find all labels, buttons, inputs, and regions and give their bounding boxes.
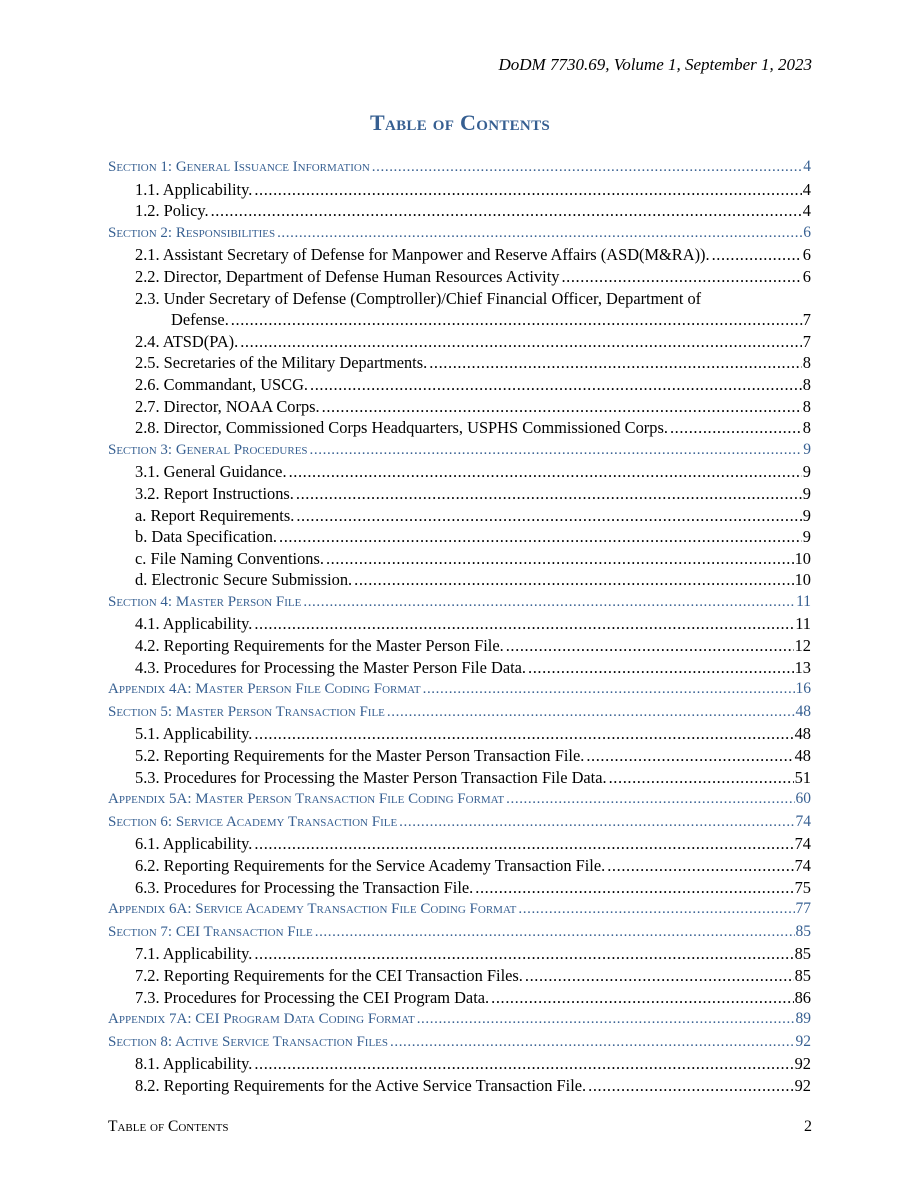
toc-section-3[interactable]: Section 3: General Procedures ..... 9 xyxy=(108,439,811,462)
toc-item-6-1[interactable]: 6.1. Applicability. ..... 74 xyxy=(108,833,811,855)
toc-item-8-1[interactable]: 8.1. Applicability. ..... 92 xyxy=(108,1053,811,1075)
toc-section-6[interactable]: Section 6: Service Academy Transaction File ..... 74 xyxy=(108,811,811,834)
toc-item-2-8[interactable]: 2.8. Director, Commissioned Corps Headquarters, USPHS Commissioned Corps. ..... 8 xyxy=(108,417,811,439)
toc-item-2-5[interactable]: 2.5. Secretaries of the Military Departments. ..... 8 xyxy=(108,352,811,374)
document-reference-header: DoDM 7730.69, Volume 1, September 1, 2023 xyxy=(498,55,812,74)
table-of-contents xyxy=(108,156,811,1097)
toc-item-3-d[interactable]: d. Electronic Secure Submission. ..... 10 xyxy=(108,569,811,591)
toc-item-3-a[interactable]: a. Report Requirements. ..... 9 xyxy=(108,505,811,527)
toc-item-2-1[interactable]: 2.1. Assistant Secretary of Defense for Manpower and Reserve Affairs (ASD(M&RA)). ..... 6 xyxy=(108,244,811,266)
toc-item-2-2[interactable]: 2.2. Director, Department of Defense Human Resources Activity ..... 6 xyxy=(108,266,811,288)
toc-appendix-4a[interactable]: Appendix 4A: Master Person File Coding Format ..... 16 xyxy=(108,678,811,701)
toc-item-4-1[interactable]: 4.1. Applicability. ..... 11 xyxy=(108,613,811,635)
toc-appendix-5a[interactable]: Appendix 5A: Master Person Transaction File Coding Format ..... 60 xyxy=(108,788,811,811)
toc-section-8[interactable]: Section 8: Active Service Transaction Files ..... 92 xyxy=(108,1031,811,1054)
toc-item-3-b[interactable]: b. Data Specification. ..... 9 xyxy=(108,526,811,548)
toc-item-3-2[interactable]: 3.2. Report Instructions. ..... 9 xyxy=(108,483,811,505)
toc-item-4-3[interactable]: 4.3. Procedures for Processing the Master Person File Data. ..... 13 xyxy=(108,657,811,679)
toc-item-3-c[interactable]: c. File Naming Conventions. ..... 10 xyxy=(108,548,811,570)
toc-section-7[interactable]: Section 7: CEI Transaction File ..... 85 xyxy=(108,921,811,944)
toc-item-3-1[interactable]: 3.1. General Guidance. ..... 9 xyxy=(108,461,811,483)
toc-item-6-3[interactable]: 6.3. Procedures for Processing the Transaction File. ..... 75 xyxy=(108,877,811,899)
toc-item-1-2[interactable]: 1.2. Policy. ..... 4 xyxy=(108,200,811,222)
toc-item-2-3[interactable]: 2.3. Under Secretary of Defense (Comptroller)/Chief Financial Officer, Department of Defense. ..... 7 xyxy=(108,288,811,331)
toc-item-5-3[interactable]: 5.3. Procedures for Processing the Master Person Transaction File Data. ..... 51 xyxy=(108,767,811,789)
toc-section-4[interactable]: Section 4: Master Person File ..... 11 xyxy=(108,591,811,614)
toc-appendix-7a[interactable]: Appendix 7A: CEI Program Data Coding Format ..... 89 xyxy=(108,1008,811,1031)
toc-item-5-1[interactable]: 5.1. Applicability. ..... 48 xyxy=(108,723,811,745)
toc-item-7-3[interactable]: 7.3. Procedures for Processing the CEI Program Data. ..... 86 xyxy=(108,987,811,1009)
toc-item-7-1[interactable]: 7.1. Applicability. ..... 85 xyxy=(108,943,811,965)
toc-item-8-2[interactable]: 8.2. Reporting Requirements for the Active Service Transaction File. ..... 92 xyxy=(108,1075,811,1097)
toc-item-7-2[interactable]: 7.2. Reporting Requirements for the CEI Transaction Files. ..... 85 xyxy=(108,965,811,987)
toc-item-2-6[interactable]: 2.6. Commandant, USCG. ..... 8 xyxy=(108,374,811,396)
toc-section-2[interactable]: Section 2: Responsibilities ..... 6 xyxy=(108,222,811,245)
toc-item-2-4[interactable]: 2.4. ATSD(PA). ..... 7 xyxy=(108,331,811,353)
footer-page-number: 2 xyxy=(804,1118,812,1135)
footer-section-label: Table of Contents xyxy=(108,1118,229,1135)
toc-item-5-2[interactable]: 5.2. Reporting Requirements for the Master Person Transaction File. ..... 48 xyxy=(108,745,811,767)
toc-section-5[interactable]: Section 5: Master Person Transaction File ..... 48 xyxy=(108,701,811,724)
page-title: Table of Contents xyxy=(369,110,551,135)
toc-item-4-2[interactable]: 4.2. Reporting Requirements for the Master Person File. ..... 12 xyxy=(108,635,811,657)
toc-item-2-7[interactable]: 2.7. Director, NOAA Corps. ..... 8 xyxy=(108,396,811,418)
toc-item-6-2[interactable]: 6.2. Reporting Requirements for the Service Academy Transaction File. ..... 74 xyxy=(108,855,811,877)
toc-section-1[interactable]: Section 1: General Issuance Information ..... 4 xyxy=(108,156,811,179)
toc-item-1-1[interactable]: 1.1. Applicability. ..... 4 xyxy=(108,179,811,201)
toc-appendix-6a[interactable]: Appendix 6A: Service Academy Transaction File Coding Format ..... 77 xyxy=(108,898,811,921)
